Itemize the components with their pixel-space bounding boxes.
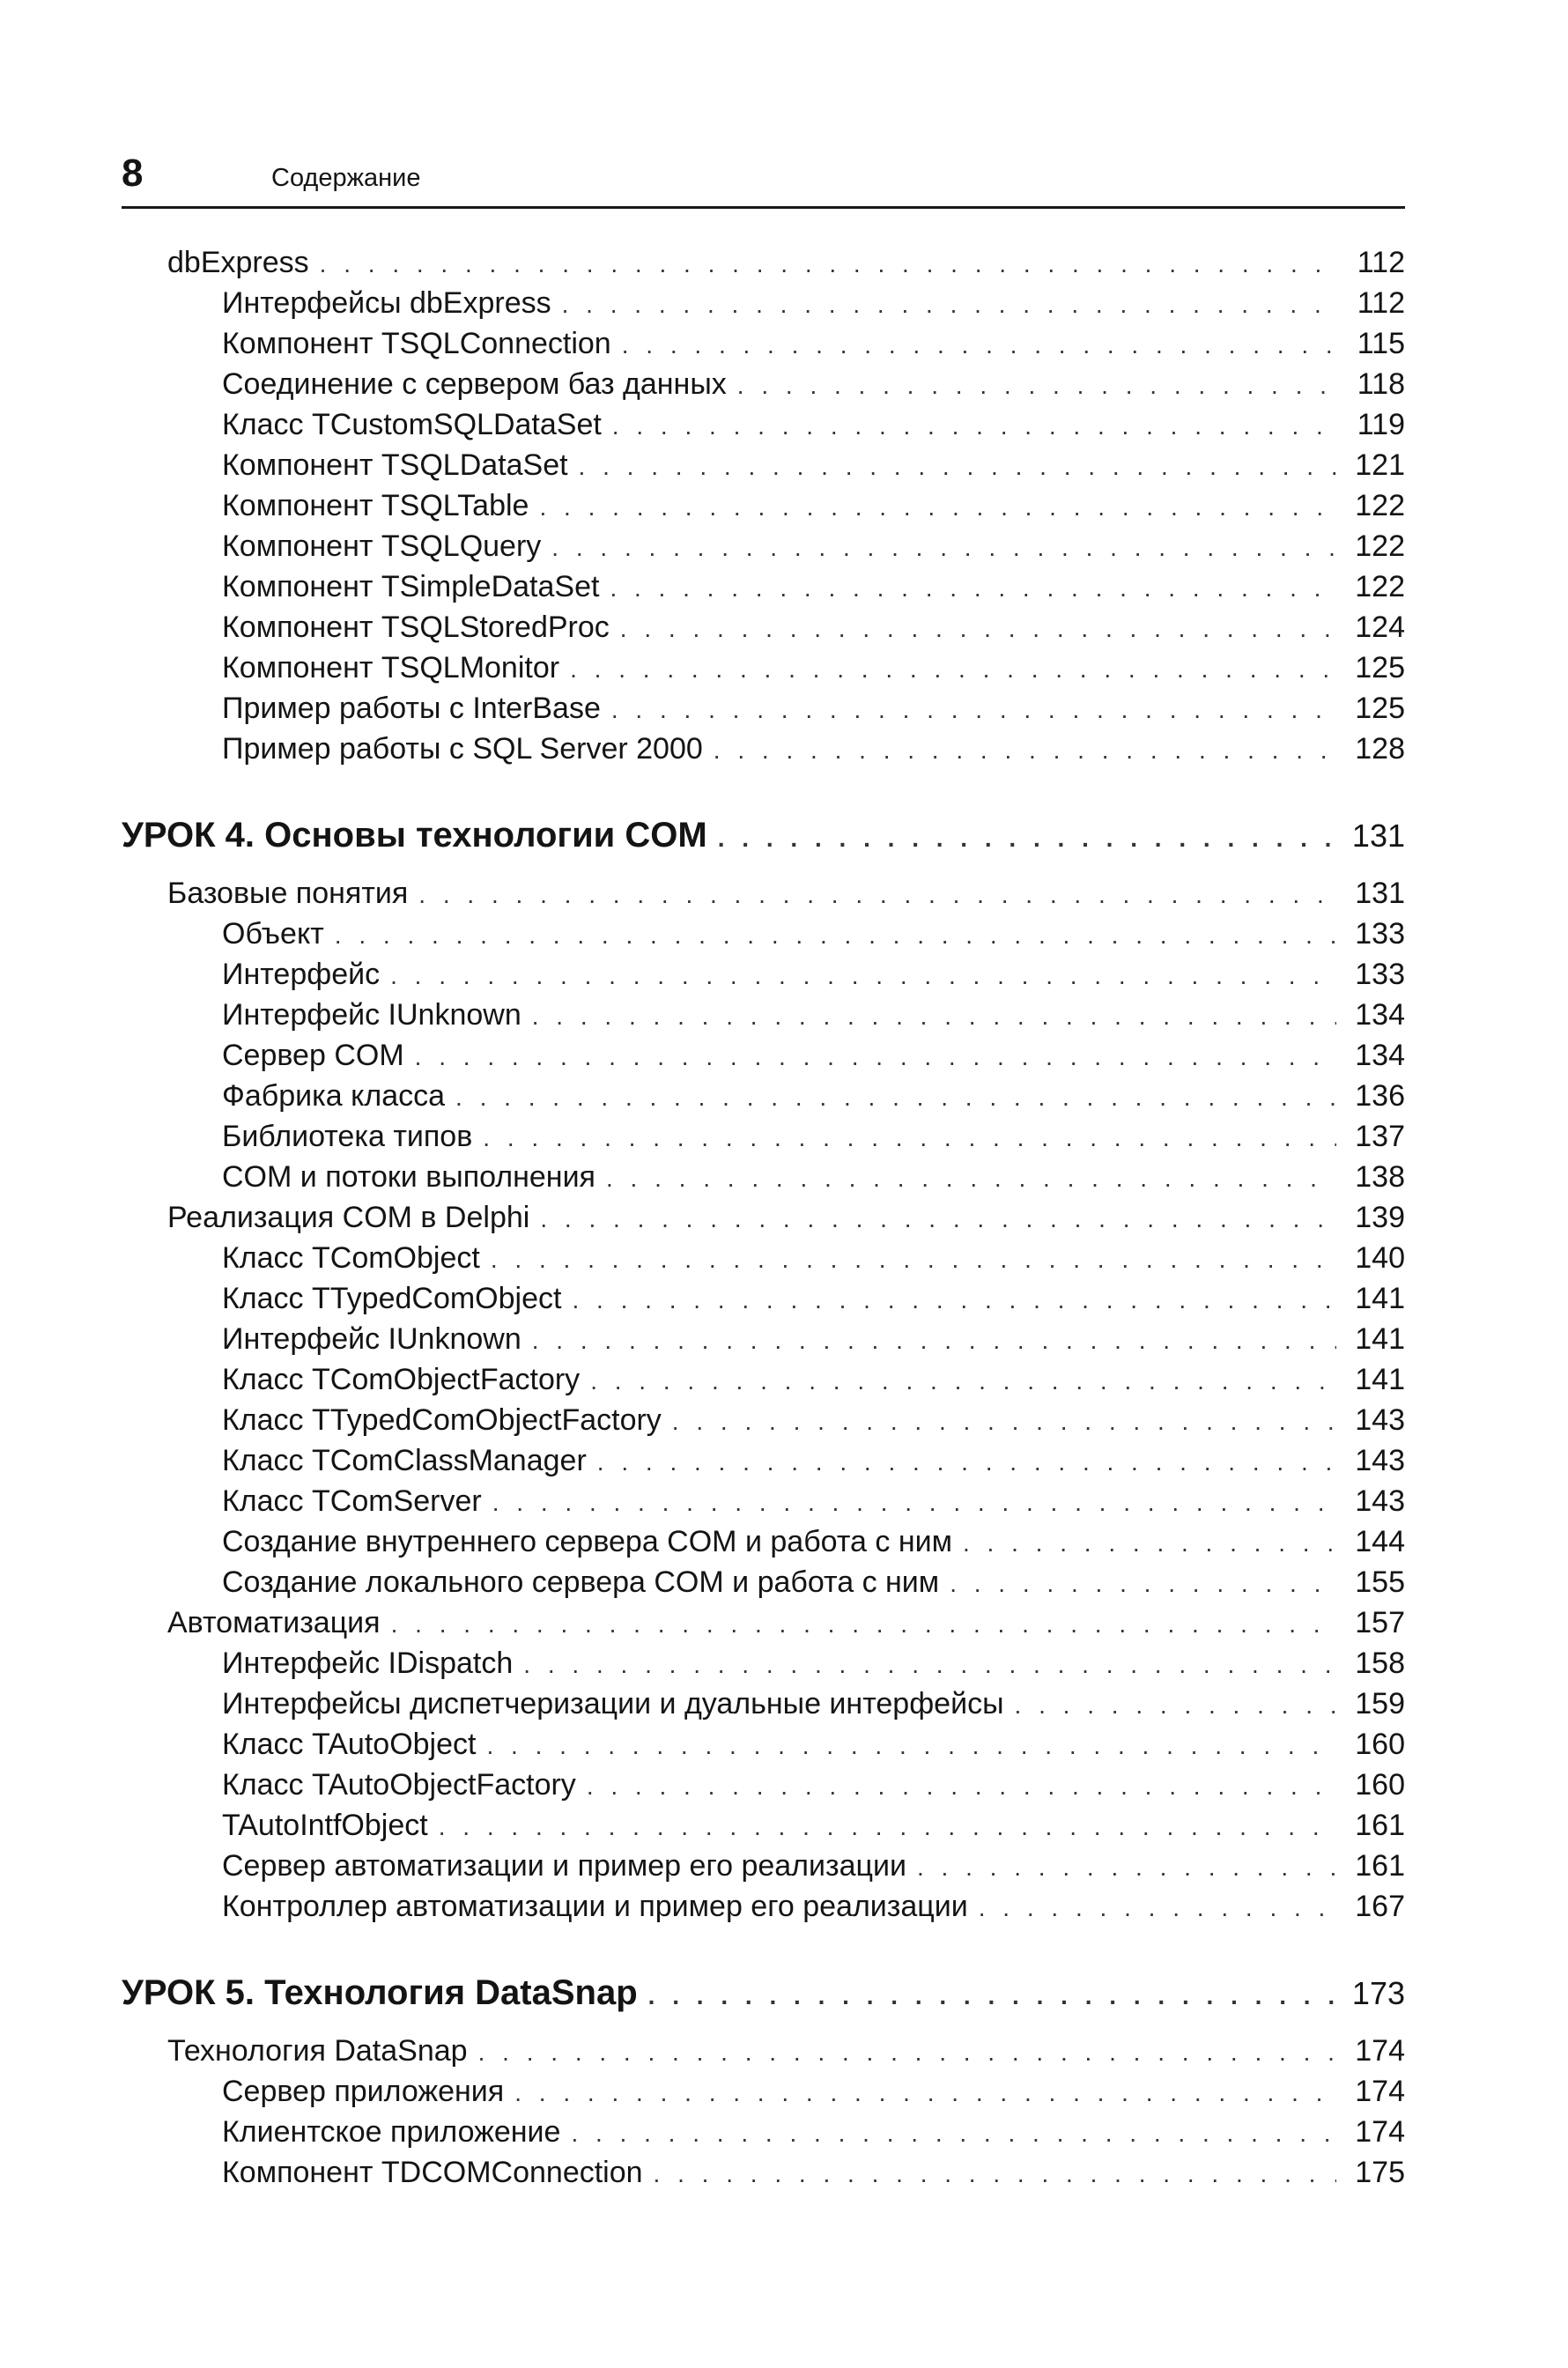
dot-leader	[483, 1119, 1336, 1158]
toc-entry-title: Класс TComObject	[222, 1241, 480, 1275]
toc-entry-page: 167	[1355, 1890, 1405, 1923]
dot-leader	[718, 814, 1336, 863]
toc-entry-page: 115	[1357, 327, 1405, 360]
dot-leader	[606, 1159, 1336, 1198]
toc-entry-title: Технология DataSnap	[167, 2034, 468, 2068]
toc-entry-page: 131	[1351, 818, 1405, 854]
dot-leader	[335, 916, 1336, 955]
toc-entry-title: Интерфейсы dbExpress	[222, 286, 551, 320]
dot-leader	[590, 1362, 1336, 1401]
toc-entry-page: 173	[1351, 1975, 1405, 2011]
toc-entry	[222, 1036, 1405, 1075]
toc-entry-page: 161	[1355, 1849, 1405, 1883]
page-number: 8	[122, 152, 144, 195]
toc-entry-page: 136	[1355, 1079, 1405, 1113]
toc-entry	[222, 608, 1405, 647]
toc-entry	[222, 2113, 1405, 2151]
toc-entry-page: 174	[1355, 2034, 1405, 2068]
toc-entry	[167, 243, 1405, 282]
toc-entry	[222, 1482, 1405, 1521]
toc-entry	[167, 1603, 1405, 1642]
dot-leader	[963, 1524, 1336, 1563]
toc-entry-page: 159	[1355, 1687, 1405, 1720]
toc-entry-title: Контроллер автоматизации и пример его реализации	[222, 1890, 968, 1923]
toc-entry	[222, 1401, 1405, 1439]
dot-leader	[562, 285, 1336, 324]
toc-entry-title: Интерфейс IUnknown	[222, 1322, 521, 1356]
toc-entry-title: УРОК 5. Технология DataSnap	[122, 1973, 638, 2012]
dot-leader	[540, 1200, 1336, 1239]
toc-entry-page: 141	[1355, 1363, 1405, 1396]
toc-entry	[222, 365, 1405, 403]
toc-entry-title: Класс TTypedComObject	[222, 1282, 562, 1315]
toc-entry-title: Класс TComServer	[222, 1484, 482, 1518]
dot-leader	[672, 1402, 1336, 1441]
toc-entry-title: Компонент TSQLDataSet	[222, 448, 568, 482]
toc-entry-title: Библиотека типов	[222, 1120, 473, 1153]
toc-entry	[222, 405, 1405, 444]
toc-entry-title: Интерфейс	[222, 958, 381, 991]
toc-entry	[222, 1077, 1405, 1115]
toc-entry	[167, 1198, 1405, 1237]
toc-chapter-entry	[122, 1968, 1405, 2017]
toc-entry	[222, 1725, 1405, 1764]
toc-entry-title: Интерфейс IDispatch	[222, 1646, 514, 1680]
toc-entry-title: TAutoIntfObject	[222, 1809, 428, 1842]
toc-entry	[167, 874, 1405, 913]
dot-leader	[572, 1281, 1336, 1320]
toc-entry	[222, 2072, 1405, 2111]
dot-leader	[587, 1767, 1336, 1806]
toc-entry-page: 160	[1355, 1768, 1405, 1802]
toc-entry-title: Соединение с сервером баз данных	[222, 367, 727, 401]
toc-entry-title: Пример работы с SQL Server 2000	[222, 732, 703, 766]
dot-leader	[737, 366, 1336, 405]
toc-entry-title: Класс TComObjectFactory	[222, 1363, 581, 1396]
toc-entry-title: Базовые понятия	[167, 877, 409, 910]
dot-leader	[610, 569, 1336, 608]
dot-leader	[418, 876, 1336, 914]
toc-entry-title: Интерфейс IUnknown	[222, 998, 521, 1032]
toc-entry-title: Объект	[222, 917, 324, 951]
dot-leader	[514, 2074, 1336, 2113]
dot-leader	[532, 997, 1336, 1036]
toc-entry-title: Класс TCustomSQLDataSet	[222, 408, 602, 441]
toc-entry	[222, 1239, 1405, 1277]
toc-entry-title: Сервер приложения	[222, 2075, 505, 2108]
dot-leader	[950, 1565, 1336, 1603]
toc-entry	[222, 729, 1405, 768]
toc-entry-title: Класс TAutoObject	[222, 1728, 477, 1761]
dot-leader	[620, 610, 1336, 648]
toc-entry-title: Интерфейсы диспетчеризации и дуальные интерфейсы	[222, 1687, 1004, 1720]
toc-entry-page: 161	[1355, 1809, 1405, 1842]
toc-entry	[222, 1644, 1405, 1683]
dot-leader	[579, 448, 1336, 486]
toc-entry-title: COM и потоки выполнения	[222, 1160, 595, 1194]
toc-entry-title: Фабрика класса	[222, 1079, 446, 1113]
toc-entry-title: Реализация COM в Delphi	[167, 1201, 530, 1234]
dot-leader	[917, 1848, 1336, 1887]
toc-entry-page: 125	[1355, 651, 1405, 684]
dot-leader	[539, 488, 1336, 527]
toc-entry	[222, 1563, 1405, 1602]
dot-leader	[486, 1727, 1336, 1765]
toc-entry-title: Создание внутреннего сервера COM и работа с ним	[222, 1525, 952, 1558]
toc-entry	[222, 1887, 1405, 1926]
toc-entry	[222, 1117, 1405, 1156]
dot-leader	[648, 1972, 1336, 2021]
dot-leader	[523, 1646, 1336, 1684]
toc-entry-page: 143	[1355, 1403, 1405, 1437]
toc-entry-page: 141	[1355, 1282, 1405, 1315]
toc-entry	[222, 995, 1405, 1034]
toc-entry-page: 118	[1357, 367, 1405, 401]
toc-entry-title: Клиентское приложение	[222, 2115, 561, 2149]
dot-leader	[571, 2114, 1336, 2153]
toc-entry	[222, 567, 1405, 606]
dot-leader	[611, 691, 1336, 729]
dot-leader	[979, 1889, 1336, 1928]
toc-entry-page: 134	[1355, 998, 1405, 1032]
toc-entry-page: 122	[1355, 570, 1405, 603]
dot-leader	[439, 1808, 1336, 1846]
toc-entry-title: Компонент TSQLMonitor	[222, 651, 560, 684]
toc-entry	[222, 955, 1405, 994]
dot-leader	[391, 1605, 1336, 1644]
toc-entry	[167, 2031, 1405, 2070]
toc-entry-page: 143	[1355, 1444, 1405, 1477]
dot-leader	[570, 650, 1336, 689]
toc-entry-page: 128	[1355, 732, 1405, 766]
toc-entry-page: 121	[1355, 448, 1405, 482]
toc-chapter-entry	[122, 810, 1405, 860]
toc-entry-title: Компонент TSQLConnection	[222, 327, 611, 360]
dot-leader	[532, 1321, 1336, 1360]
toc-entry-page: 175	[1355, 2156, 1405, 2189]
toc-entry-title: Класс TComClassManager	[222, 1444, 587, 1477]
toc-entry-page: 139	[1355, 1201, 1405, 1234]
dot-leader	[622, 326, 1336, 365]
toc-entry-page: 137	[1355, 1120, 1405, 1153]
dot-leader	[654, 2155, 1336, 2194]
toc-entry-page: 124	[1355, 610, 1405, 644]
toc-entry-page: 157	[1355, 1606, 1405, 1639]
toc-entry-title: Сервер автоматизации и пример его реализации	[222, 1849, 906, 1883]
toc-entry	[222, 1441, 1405, 1480]
dot-leader	[491, 1240, 1336, 1279]
toc-entry-page: 122	[1355, 489, 1405, 522]
dot-leader	[492, 1484, 1336, 1522]
toc-entry-title: Класс TAutoObjectFactory	[222, 1768, 576, 1802]
toc-entry-page: 134	[1355, 1039, 1405, 1072]
toc-entry-page: 158	[1355, 1646, 1405, 1680]
toc-entry	[222, 1279, 1405, 1318]
toc-entry	[222, 324, 1405, 363]
toc-entry-page: 133	[1355, 958, 1405, 991]
toc-entry	[222, 284, 1405, 322]
running-title: Содержание	[271, 164, 421, 192]
dot-leader	[597, 1443, 1336, 1482]
toc-entry	[222, 446, 1405, 485]
toc-entry	[222, 1320, 1405, 1358]
toc-entry-title: Компонент TDCOMConnection	[222, 2156, 643, 2189]
toc-entry-page: 119	[1357, 408, 1405, 441]
toc-entry-page: 133	[1355, 917, 1405, 951]
toc-entry-page: 122	[1355, 529, 1405, 563]
dot-leader	[415, 1038, 1336, 1077]
toc-entry	[222, 689, 1405, 728]
toc-entry	[222, 1158, 1405, 1196]
toc-entry	[222, 1684, 1405, 1723]
toc-entry-page: 112	[1357, 246, 1405, 279]
toc-entry	[222, 1846, 1405, 1885]
toc-entry-page: 144	[1355, 1525, 1405, 1558]
toc-entry-page: 174	[1355, 2115, 1405, 2149]
toc-entry-title: Класс TTypedComObjectFactory	[222, 1403, 662, 1437]
toc-entry-title: Сервер COM	[222, 1039, 404, 1072]
dot-leader	[478, 2033, 1336, 2072]
dot-leader	[1015, 1686, 1336, 1725]
toc-entry-page: 140	[1355, 1241, 1405, 1275]
toc-entry-title: Компонент TSQLTable	[222, 489, 529, 522]
toc-entry	[222, 648, 1405, 687]
dot-leader	[714, 731, 1336, 770]
dot-leader	[320, 245, 1336, 284]
toc-entry-title: Пример работы с InterBase	[222, 692, 601, 725]
toc-entry-page: 174	[1355, 2075, 1405, 2108]
toc-entry-title: dbExpress	[167, 246, 309, 279]
dot-leader	[551, 529, 1336, 567]
toc-entry	[222, 1360, 1405, 1399]
dot-leader	[390, 957, 1336, 995]
toc-entry-page: 141	[1355, 1322, 1405, 1356]
toc-entry-page: 143	[1355, 1484, 1405, 1518]
toc-entry-title: Компонент TSimpleDataSet	[222, 570, 600, 603]
toc-entry	[222, 2153, 1405, 2192]
toc-entry-page: 125	[1355, 692, 1405, 725]
toc-entry	[222, 914, 1405, 953]
toc-entry-page: 160	[1355, 1728, 1405, 1761]
toc-entry-page: 138	[1355, 1160, 1405, 1194]
toc-entry-page: 112	[1357, 286, 1405, 320]
toc-entry	[222, 527, 1405, 566]
dot-leader	[612, 407, 1336, 446]
dot-leader	[455, 1078, 1336, 1117]
toc-entry-title: Автоматизация	[167, 1606, 381, 1639]
toc-entry	[222, 1806, 1405, 1845]
toc-entry	[222, 1765, 1405, 1804]
toc-entry-page: 131	[1355, 877, 1405, 910]
toc-entry-title: УРОК 4. Основы технологии COM	[122, 816, 707, 855]
toc-entry	[222, 486, 1405, 525]
toc-entry-page: 155	[1355, 1565, 1405, 1599]
toc-entry	[222, 1522, 1405, 1561]
toc-entry-title: Компонент TSQLStoredProc	[222, 610, 610, 644]
toc-entry-title: Компонент TSQLQuery	[222, 529, 542, 563]
toc-entry-title: Создание локального сервера COM и работа с ним	[222, 1565, 940, 1599]
